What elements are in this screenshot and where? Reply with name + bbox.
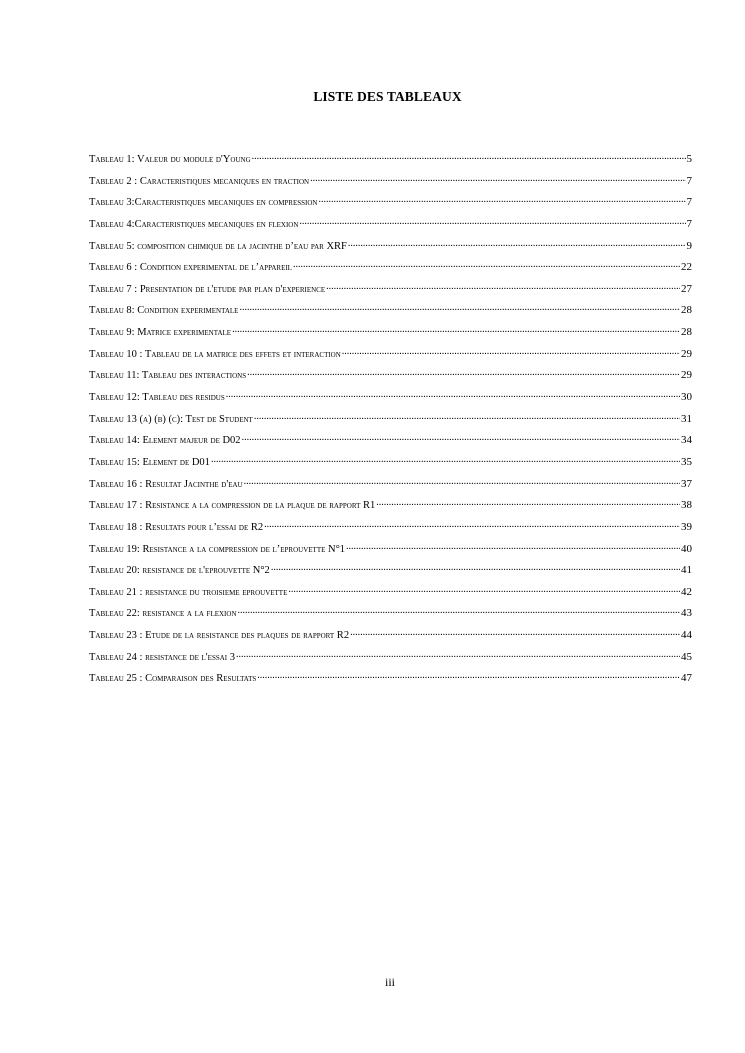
dot-leader xyxy=(376,497,680,508)
toc-entry[interactable] xyxy=(89,411,692,433)
toc-entry[interactable] xyxy=(89,519,692,541)
toc-entry[interactable] xyxy=(89,432,692,454)
toc-entry[interactable] xyxy=(89,649,692,671)
dot-leader xyxy=(342,346,680,357)
toc-entry-page: 30 xyxy=(681,391,692,404)
toc-entry[interactable] xyxy=(89,454,692,476)
toc-entry-label: Tableau 10 : Tableau de la matrice des effets et interaction xyxy=(89,348,341,360)
toc-entry[interactable] xyxy=(89,302,692,324)
toc-entry-page: 28 xyxy=(681,326,692,339)
dot-leader xyxy=(257,670,680,681)
toc-entry[interactable] xyxy=(89,389,692,411)
dot-leader xyxy=(288,584,680,595)
dot-leader xyxy=(254,411,680,422)
toc-entry-page: 31 xyxy=(681,412,692,425)
dot-leader xyxy=(310,173,685,184)
toc-entry-label: Tableau 2 : Caracteristiques mecaniques en traction xyxy=(89,175,310,187)
toc-entry-page: 47 xyxy=(681,672,692,685)
toc-entry[interactable] xyxy=(89,541,692,563)
toc-entry-page: 37 xyxy=(681,477,692,490)
toc-entry[interactable] xyxy=(89,670,692,692)
toc-entry-label: Tableau 16 : Resultat Jacinthe d'eau xyxy=(89,478,243,490)
dot-leader xyxy=(239,302,680,313)
dot-leader xyxy=(252,151,686,162)
dot-leader xyxy=(232,324,680,335)
dot-leader xyxy=(318,194,685,205)
toc-entry-label: Tableau 15: Element de D01 xyxy=(89,456,210,468)
toc-entry-label: Tableau 17 : Resistance a la compression de la plaque de rapport R1 xyxy=(89,500,376,512)
toc-entry[interactable] xyxy=(89,324,692,346)
toc-entry-page: 22 xyxy=(681,261,692,274)
toc-entry-page: 29 xyxy=(681,369,692,382)
toc-entry-page: 41 xyxy=(681,564,692,577)
toc-entry-label: Tableau 12: Tableau des residus xyxy=(89,392,225,404)
toc-entry-page: 9 xyxy=(686,239,692,252)
toc-entry-label: Tableau 5: composition chimique de la jacinthe d’eau par XRF xyxy=(89,240,347,252)
toc-entry-page: 34 xyxy=(681,434,692,447)
dot-leader xyxy=(244,476,680,487)
toc-entry-page: 43 xyxy=(681,607,692,620)
dot-leader xyxy=(326,281,680,292)
toc-entry-label: Tableau 1: Valeur du module d'Young xyxy=(89,154,251,165)
toc-entry[interactable] xyxy=(89,346,692,368)
page-number: iii xyxy=(384,975,395,989)
dot-leader xyxy=(247,367,680,378)
dot-leader xyxy=(242,432,680,443)
dot-leader xyxy=(264,519,680,530)
toc-entry-page: 42 xyxy=(681,585,692,598)
toc-entry[interactable] xyxy=(89,259,692,281)
toc-entry[interactable] xyxy=(89,238,692,260)
toc-entry-page: 28 xyxy=(681,304,692,317)
dot-leader xyxy=(299,216,685,227)
toc-entry-page: 7 xyxy=(686,217,692,230)
table-list xyxy=(89,151,692,692)
toc-entry[interactable] xyxy=(89,216,692,238)
toc-entry[interactable] xyxy=(89,584,692,606)
dot-leader xyxy=(271,562,680,573)
toc-entry[interactable] xyxy=(89,173,692,195)
toc-entry-label: Tableau 23 : Etude de la resistance des plaques de rapport R2 xyxy=(89,630,350,642)
toc-entry-page: 27 xyxy=(681,282,692,295)
toc-entry-label: Tableau 19: Resistance a la compression de l’eprouvette N°1 xyxy=(89,543,346,555)
toc-entry-label: Tableau 18 : Resultats pour l’essai de R2 xyxy=(89,521,264,533)
toc-entry[interactable] xyxy=(89,562,692,584)
dot-leader xyxy=(348,238,686,249)
toc-entry-label: Tableau 9: Matrice experimentale xyxy=(89,327,232,339)
toc-entry[interactable] xyxy=(89,367,692,389)
toc-entry-page: 44 xyxy=(681,629,692,642)
toc-entry-page: 35 xyxy=(681,455,692,468)
toc-entry[interactable] xyxy=(89,627,692,649)
toc-entry[interactable] xyxy=(89,194,692,216)
dot-leader xyxy=(238,605,680,616)
dot-leader xyxy=(346,541,680,552)
toc-entry-label: Tableau 11: Tableau des interactions xyxy=(89,370,247,382)
toc-entry-label: Tableau 24 : resistance de l'essai 3 xyxy=(89,651,235,663)
dot-leader xyxy=(226,389,680,400)
toc-entry-page: 5 xyxy=(686,153,692,165)
toc-entry-label: Tableau 8: Condition experimentale xyxy=(89,305,239,317)
page-title: LISTE DES TABLEAUX xyxy=(313,89,462,104)
toc-entry-label: Tableau 6 : Condition experimental de l’appareil xyxy=(89,262,292,274)
dot-leader xyxy=(350,627,680,638)
toc-entry[interactable] xyxy=(89,151,692,173)
toc-entry-page: 39 xyxy=(681,520,692,533)
toc-entry-page: 38 xyxy=(681,499,692,512)
toc-entry[interactable] xyxy=(89,281,692,303)
toc-entry-label: Tableau 22: resistance a la flexion xyxy=(89,608,237,620)
toc-entry-label: Tableau 3:Caracteristiques mecaniques en compression xyxy=(89,197,318,209)
toc-entry-label: Tableau 4:Caracteristiques mecaniques en flexion xyxy=(89,218,299,230)
toc-entry-page: 7 xyxy=(686,174,692,187)
toc-entry[interactable] xyxy=(89,476,692,498)
toc-entry[interactable] xyxy=(89,497,692,519)
toc-entry[interactable] xyxy=(89,605,692,627)
toc-entry-page: 40 xyxy=(681,542,692,555)
toc-entry-page: 7 xyxy=(686,196,692,209)
toc-entry-label: Tableau 7 : Presentation de l'etude par plan d'experience xyxy=(89,283,326,295)
dot-leader xyxy=(236,649,680,660)
toc-entry-label: Tableau 25 : Comparaison des Resultats xyxy=(89,673,257,685)
toc-entry-label: Tableau 14: Element majeur de D02 xyxy=(89,435,241,447)
toc-entry-page: 29 xyxy=(681,347,692,360)
dot-leader xyxy=(211,454,680,465)
toc-entry-label: Tableau 21 : resistance du troisieme eprouvette xyxy=(89,586,288,598)
toc-entry-label: Tableau 13 (a) (b) (c): Test de Student xyxy=(89,413,253,425)
dot-leader xyxy=(293,259,680,270)
toc-entry-label: Tableau 20: resistance de l'eprouvette N°2 xyxy=(89,565,270,577)
toc-entry-page: 45 xyxy=(681,650,692,663)
